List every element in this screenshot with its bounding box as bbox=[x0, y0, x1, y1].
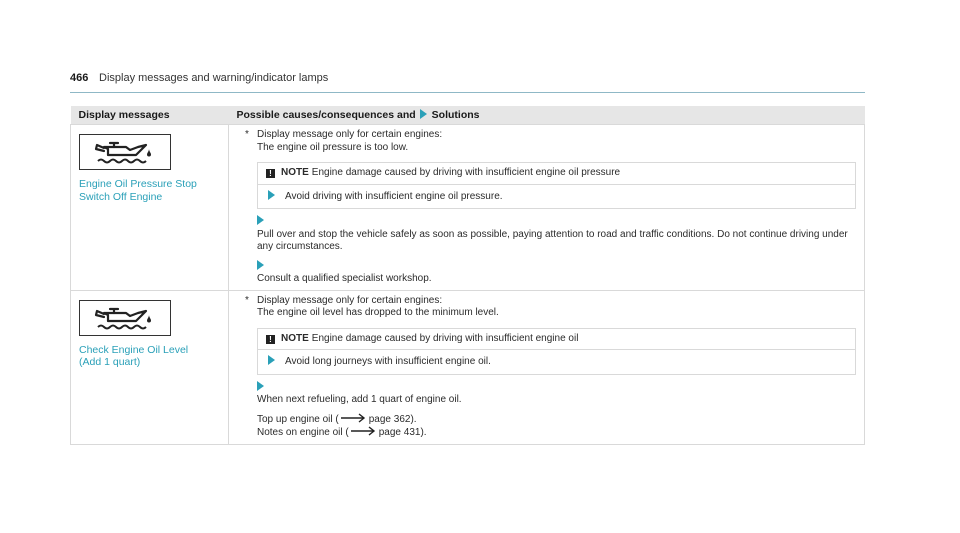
triangle-bullet-icon bbox=[257, 260, 264, 270]
page-header bbox=[70, 70, 865, 93]
cause-text: The engine oil level has dropped to the minimum level. bbox=[257, 307, 499, 318]
reference-prefix: Notes on engine oil ( bbox=[257, 427, 349, 438]
asterisk-marker: * bbox=[245, 294, 249, 306]
engine-restriction-line bbox=[245, 129, 856, 142]
note-label: NOTE bbox=[281, 167, 309, 178]
engine-oil-pressure-icon bbox=[79, 134, 171, 170]
reference-prefix: Top up engine oil ( bbox=[257, 413, 339, 425]
engine-restriction-text: Display message only for certain engines: bbox=[257, 129, 443, 140]
solution-step bbox=[245, 215, 856, 254]
warning-icon: ! bbox=[266, 335, 275, 344]
message-line: Check Engine Oil Level bbox=[79, 343, 189, 356]
col-causes-header-prefix: Possible causes/consequences and bbox=[236, 109, 416, 121]
note-step bbox=[258, 350, 855, 374]
asterisk-marker: * bbox=[245, 129, 249, 140]
page-number: 466 bbox=[70, 72, 89, 84]
engine-oil-level-icon bbox=[79, 300, 171, 336]
message-cell bbox=[71, 290, 229, 444]
note-step-text: Avoid long journeys with insufficient engine oil. bbox=[285, 356, 491, 367]
page-reference-arrow-icon bbox=[351, 426, 377, 436]
note-header bbox=[258, 329, 855, 351]
table-header-row bbox=[71, 106, 865, 125]
engine-restriction-line bbox=[245, 295, 856, 308]
note-step-text: Avoid driving with insufficient engine oil pressure. bbox=[285, 190, 503, 202]
page-section-title: Display messages and warning/indicator lamps bbox=[99, 72, 329, 84]
note-label: NOTE bbox=[281, 332, 309, 344]
table-row bbox=[71, 290, 865, 444]
note-box bbox=[257, 162, 856, 209]
col-display-messages-header: Display messages bbox=[71, 106, 229, 125]
triangle-bullet-icon bbox=[257, 381, 264, 391]
solution-step-text: When next refueling, add 1 quart of engine oil. bbox=[257, 394, 462, 405]
triangle-bullet-icon bbox=[257, 215, 264, 225]
reference-page: page 431). bbox=[378, 427, 427, 438]
triangle-bullet-icon bbox=[268, 190, 275, 200]
table-row bbox=[71, 125, 865, 291]
col-causes-header-suffix: Solutions bbox=[431, 109, 480, 121]
message-line: Engine Oil Pressure Stop bbox=[79, 178, 197, 190]
solution-step-text: Pull over and stop the vehicle safely as soon as possible, paying attention to road and traffic conditions. Do not continue driving under any circumstances. bbox=[257, 228, 848, 252]
note-text: Engine damage caused by driving with insufficient engine oil bbox=[311, 332, 579, 344]
triangle-bullet-icon bbox=[268, 355, 275, 365]
solution-step bbox=[245, 260, 856, 286]
note-step bbox=[258, 185, 855, 209]
message-line: Switch Off Engine bbox=[79, 190, 163, 203]
solution-step-text: Consult a qualified specialist workshop. bbox=[257, 273, 432, 284]
solution-step bbox=[245, 381, 856, 407]
causes-cell bbox=[229, 290, 865, 444]
col-causes-header bbox=[229, 106, 865, 125]
display-messages-table bbox=[70, 106, 865, 445]
engine-restriction-text: Display message only for certain engines: bbox=[257, 294, 443, 306]
page-reference[interactable] bbox=[245, 413, 856, 427]
display-message-text bbox=[79, 178, 220, 203]
causes-cell bbox=[229, 125, 865, 291]
display-message-text bbox=[79, 344, 220, 369]
page-reference[interactable] bbox=[245, 426, 856, 440]
page-reference-arrow-icon bbox=[341, 413, 367, 423]
triangle-bullet-icon bbox=[420, 109, 427, 119]
note-header bbox=[258, 163, 855, 185]
note-box bbox=[257, 328, 856, 375]
warning-icon: ! bbox=[266, 169, 275, 178]
reference-page: page 362). bbox=[368, 413, 417, 425]
message-cell bbox=[71, 125, 229, 291]
note-text: Engine damage caused by driving with insufficient engine oil pressure bbox=[311, 167, 621, 178]
cause-text: The engine oil pressure is too low. bbox=[257, 141, 409, 153]
message-line: (Add 1 quart) bbox=[79, 356, 141, 368]
